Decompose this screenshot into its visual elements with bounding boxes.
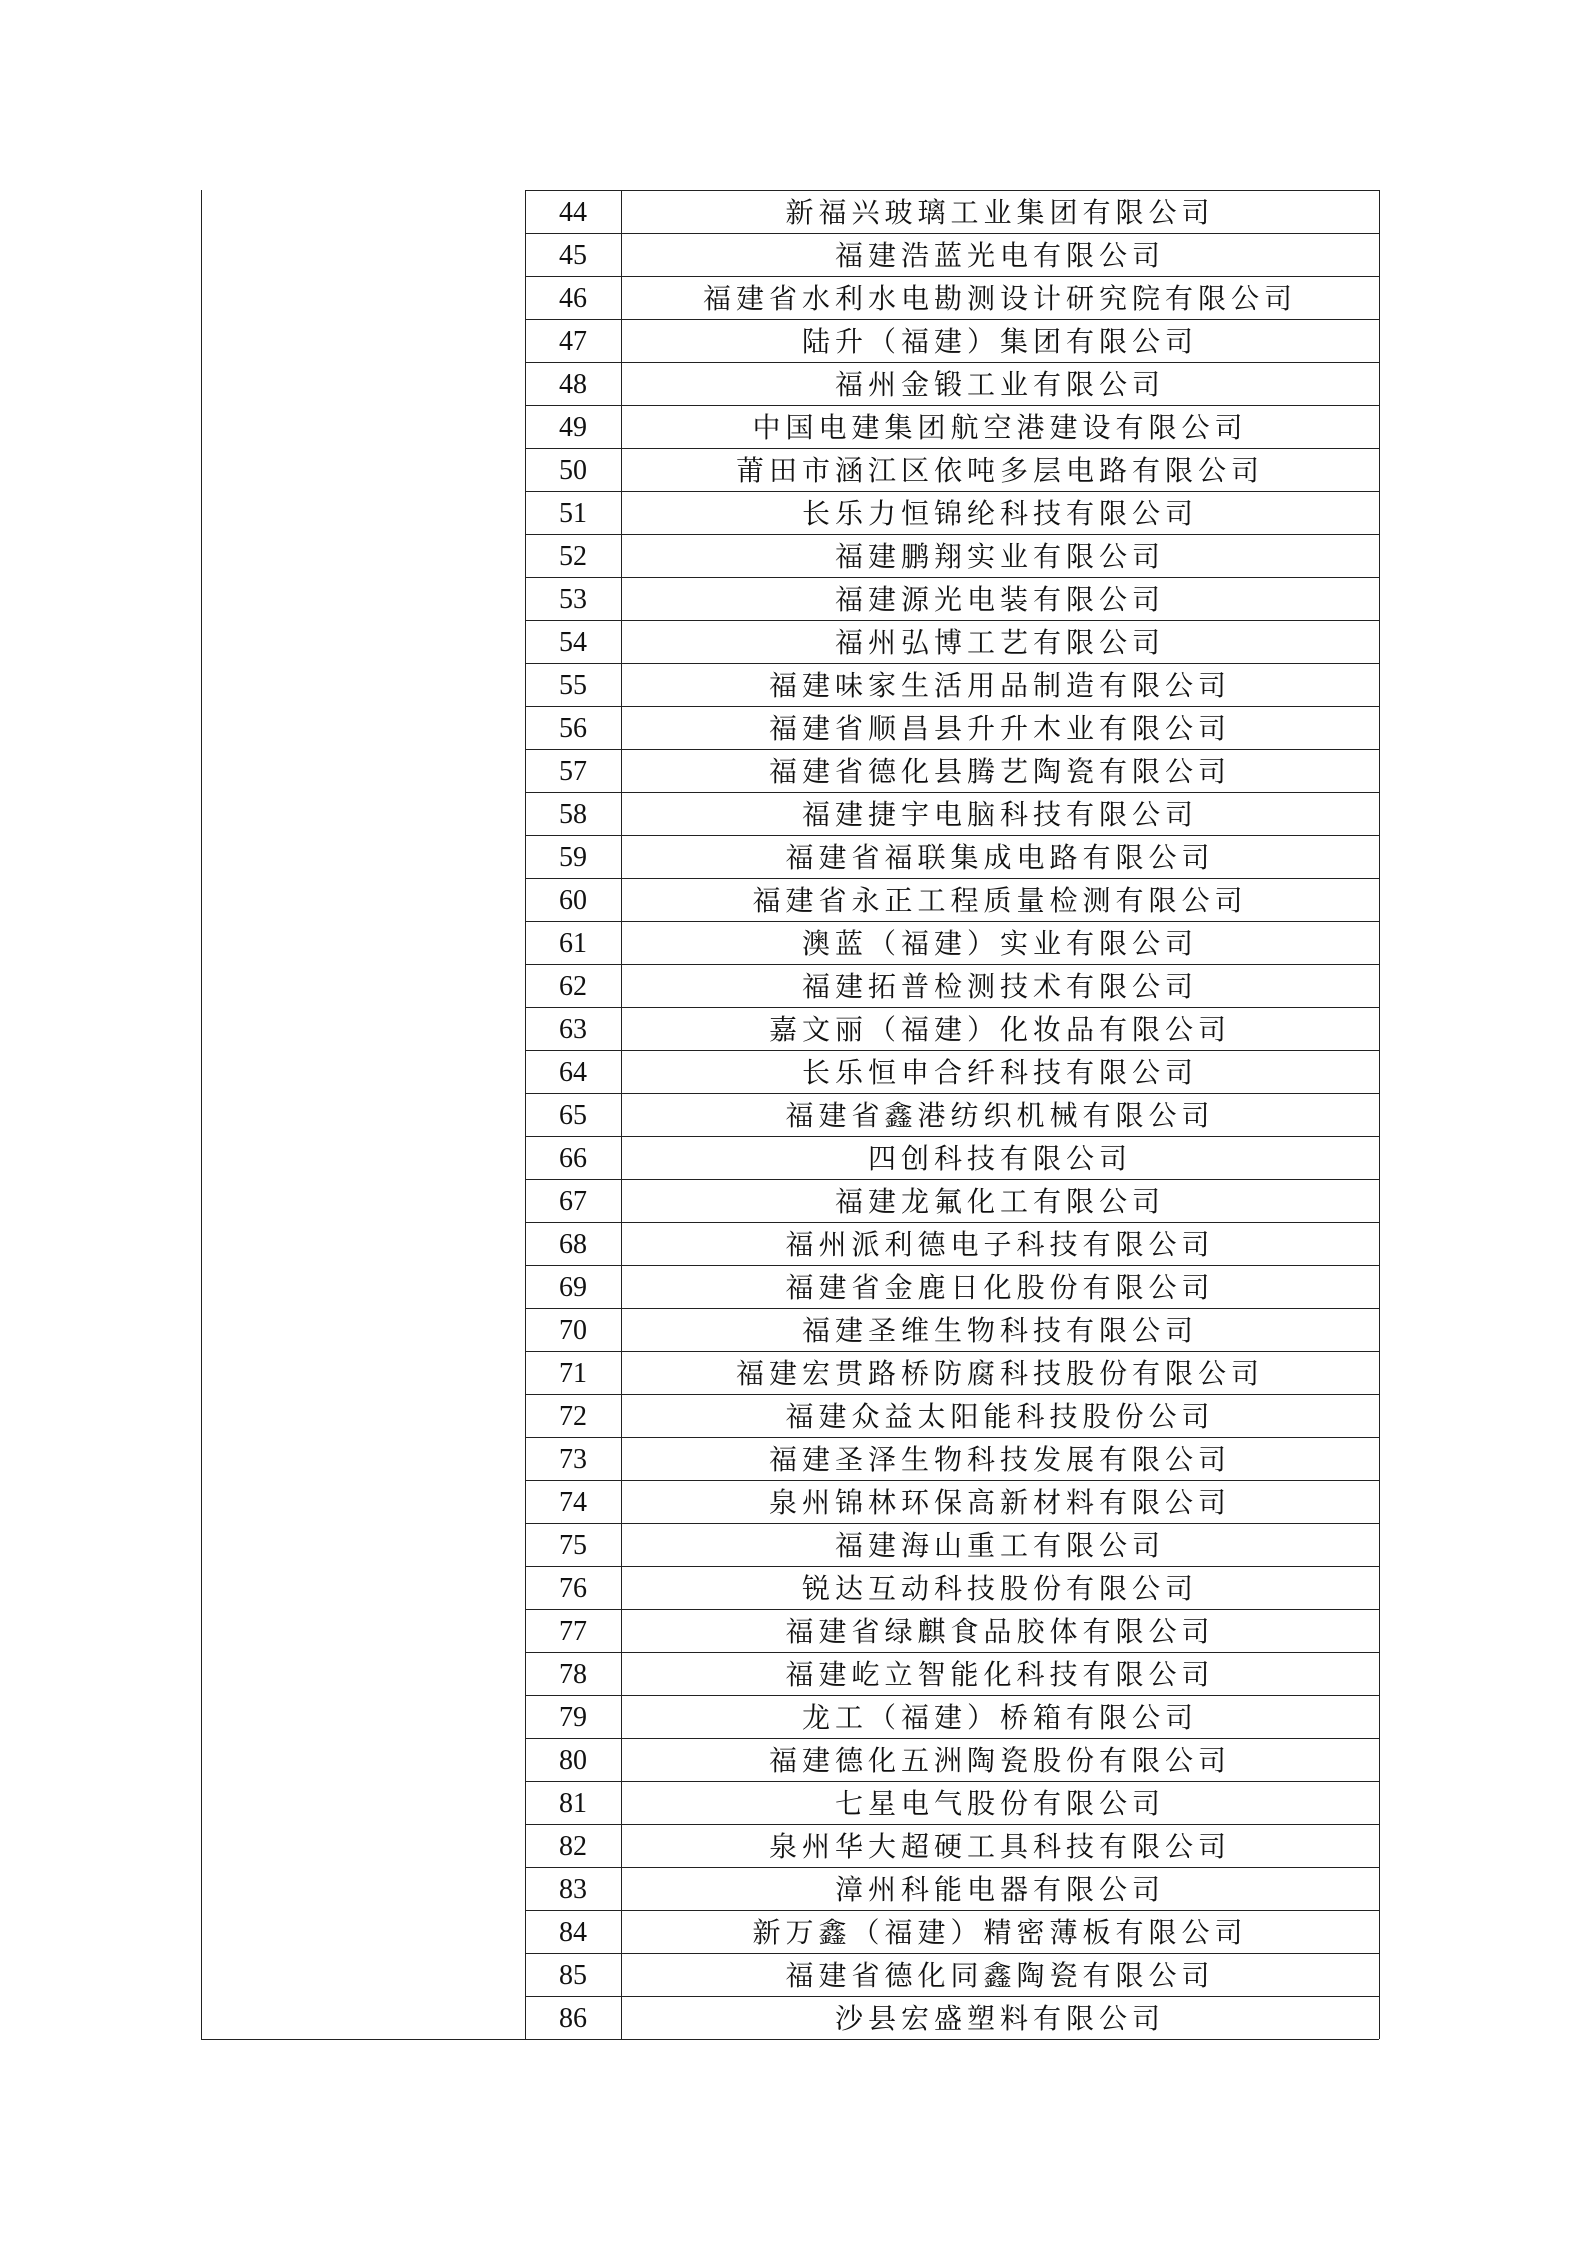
company-name: 泉州华大超硬工具科技有限公司 (768, 1830, 1231, 1863)
table-row (525, 1996, 1379, 2039)
company-name: 福建源光电装有限公司 (834, 583, 1165, 616)
company-name: 福建德化五洲陶瓷股份有限公司 (768, 1744, 1231, 1777)
table-row (525, 1695, 1379, 1738)
company-name: 龙工（福建）桥箱有限公司 (801, 1701, 1198, 1734)
table-row (525, 1136, 1379, 1179)
row-number: 47 (559, 326, 587, 357)
table-row (525, 1652, 1379, 1695)
company-name: 嘉文丽（福建）化妆品有限公司 (768, 1013, 1231, 1046)
company-name: 七星电气股份有限公司 (834, 1787, 1165, 1820)
company-name: 莆田市涵江区依吨多层电路有限公司 (735, 454, 1264, 487)
company-name: 福建鹏翔实业有限公司 (834, 540, 1165, 573)
company-name: 福州弘博工艺有限公司 (834, 626, 1165, 659)
row-number: 57 (559, 756, 587, 787)
company-name: 长乐力恒锦纶科技有限公司 (801, 497, 1198, 530)
company-name: 新福兴玻璃工业集团有限公司 (785, 196, 1215, 229)
row-number: 64 (559, 1057, 587, 1088)
company-name: 中国电建集团航空港建设有限公司 (752, 411, 1248, 444)
table-row (525, 1351, 1379, 1394)
company-name: 长乐恒申合纤科技有限公司 (801, 1056, 1198, 1089)
company-name: 福建味家生活用品制造有限公司 (768, 669, 1231, 702)
company-name: 福建省金鹿日化股份有限公司 (785, 1271, 1215, 1304)
row-number: 83 (559, 1874, 587, 1905)
table-border-left (201, 190, 202, 2039)
row-number: 66 (559, 1143, 587, 1174)
row-number: 62 (559, 971, 587, 1002)
table-row (525, 1480, 1379, 1523)
table-row (525, 534, 1379, 577)
company-name: 福建捷宇电脑科技有限公司 (801, 798, 1198, 831)
row-number: 84 (559, 1917, 587, 1948)
company-name: 福州金锻工业有限公司 (834, 368, 1165, 401)
company-name: 陆升（福建）集团有限公司 (801, 325, 1198, 358)
row-number: 60 (559, 885, 587, 916)
table-row (525, 964, 1379, 1007)
company-name: 新万鑫（福建）精密薄板有限公司 (752, 1916, 1248, 1949)
table-row (525, 1394, 1379, 1437)
table-row (525, 448, 1379, 491)
row-number: 73 (559, 1444, 587, 1475)
row-number: 61 (559, 928, 587, 959)
table-row (525, 1738, 1379, 1781)
table-row (525, 1910, 1379, 1953)
company-name: 福建拓普检测技术有限公司 (801, 970, 1198, 1003)
table-row (525, 792, 1379, 835)
company-name: 福建省德化同鑫陶瓷有限公司 (785, 1959, 1215, 1992)
table-row (525, 706, 1379, 749)
company-name: 福建省福联集成电路有限公司 (785, 841, 1215, 874)
table-row (525, 921, 1379, 964)
row-number: 58 (559, 799, 587, 830)
row-number: 74 (559, 1487, 587, 1518)
row-number: 63 (559, 1014, 587, 1045)
table-row (525, 1265, 1379, 1308)
row-number: 56 (559, 713, 587, 744)
company-name: 福建龙氟化工有限公司 (834, 1185, 1165, 1218)
company-name: 四创科技有限公司 (867, 1142, 1132, 1175)
row-number: 85 (559, 1960, 587, 1991)
row-number: 69 (559, 1272, 587, 1303)
table-row (525, 362, 1379, 405)
table-row (525, 1308, 1379, 1351)
company-name: 福建众益太阳能科技股份公司 (785, 1400, 1215, 1433)
row-number: 68 (559, 1229, 587, 1260)
row-number: 55 (559, 670, 587, 701)
row-number: 50 (559, 455, 587, 486)
row-number: 59 (559, 842, 587, 873)
company-name: 福建屹立智能化科技有限公司 (785, 1658, 1215, 1691)
table-row (525, 233, 1379, 276)
company-name: 漳州科能电器有限公司 (834, 1873, 1165, 1906)
table-border-right (1379, 190, 1380, 2039)
table-row (525, 491, 1379, 534)
table-row (525, 835, 1379, 878)
row-number: 77 (559, 1616, 587, 1647)
row-number: 51 (559, 498, 587, 529)
table-row (525, 749, 1379, 792)
company-name: 福建浩蓝光电有限公司 (834, 239, 1165, 272)
company-name: 福建省鑫港纺织机械有限公司 (785, 1099, 1215, 1132)
row-number: 45 (559, 240, 587, 271)
table-row (525, 1566, 1379, 1609)
row-number: 67 (559, 1186, 587, 1217)
table-row (525, 190, 1379, 233)
table-row (525, 620, 1379, 663)
company-name: 泉州锦林环保高新材料有限公司 (768, 1486, 1231, 1519)
table-row (525, 878, 1379, 921)
company-name: 澳蓝（福建）实业有限公司 (801, 927, 1198, 960)
company-name: 锐达互动科技股份有限公司 (801, 1572, 1198, 1605)
company-name: 福州派利德电子科技有限公司 (785, 1228, 1215, 1261)
row-number: 52 (559, 541, 587, 572)
table-row (525, 1953, 1379, 1996)
row-number: 71 (559, 1358, 587, 1389)
row-number: 70 (559, 1315, 587, 1346)
table-border-bottom (201, 2039, 1379, 2040)
row-number: 86 (559, 2003, 587, 2034)
row-number: 79 (559, 1702, 587, 1733)
company-name: 福建省水利水电勘测设计研究院有限公司 (702, 282, 1297, 315)
row-number: 46 (559, 283, 587, 314)
row-number: 49 (559, 412, 587, 443)
table-row (525, 1781, 1379, 1824)
table-row (525, 1437, 1379, 1480)
company-name: 福建圣维生物科技有限公司 (801, 1314, 1198, 1347)
company-name: 沙县宏盛塑料有限公司 (834, 2002, 1165, 2035)
company-name: 福建海山重工有限公司 (834, 1529, 1165, 1562)
company-name: 福建宏贯路桥防腐科技股份有限公司 (735, 1357, 1264, 1390)
table-row (525, 405, 1379, 448)
row-number: 76 (559, 1573, 587, 1604)
row-number: 44 (559, 197, 587, 228)
row-number: 78 (559, 1659, 587, 1690)
table-row (525, 1050, 1379, 1093)
company-name: 福建省顺昌县升升木业有限公司 (768, 712, 1231, 745)
table-row (525, 1609, 1379, 1652)
table-row (525, 663, 1379, 706)
company-name: 福建省绿麒食品胶体有限公司 (785, 1615, 1215, 1648)
row-number: 65 (559, 1100, 587, 1131)
row-number: 72 (559, 1401, 587, 1432)
table-row (525, 1523, 1379, 1566)
table-row (525, 1867, 1379, 1910)
row-number: 80 (559, 1745, 587, 1776)
table-row (525, 1007, 1379, 1050)
table-row (525, 1093, 1379, 1136)
table-row (525, 319, 1379, 362)
company-name: 福建省德化县腾艺陶瓷有限公司 (768, 755, 1231, 788)
row-number: 82 (559, 1831, 587, 1862)
table-row (525, 1824, 1379, 1867)
company-name: 福建省永正工程质量检测有限公司 (752, 884, 1248, 917)
table-row (525, 276, 1379, 319)
row-number: 75 (559, 1530, 587, 1561)
row-number: 53 (559, 584, 587, 615)
table-row (525, 1179, 1379, 1222)
row-number: 48 (559, 369, 587, 400)
row-number: 81 (559, 1788, 587, 1819)
company-name: 福建圣泽生物科技发展有限公司 (768, 1443, 1231, 1476)
table-row (525, 577, 1379, 620)
table-row (525, 1222, 1379, 1265)
row-number: 54 (559, 627, 587, 658)
